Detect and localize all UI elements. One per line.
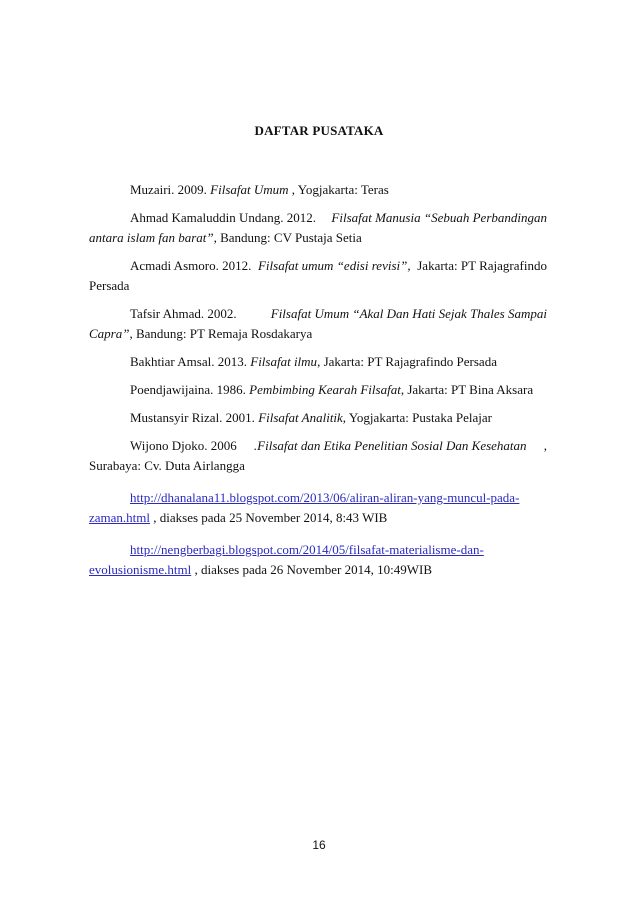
reference-author: Bakhtiar Amsal. 2013. [130, 354, 247, 369]
reference-title: Filsafat Umum [210, 182, 289, 197]
reference-title: Filsafat Umum “Akal Dan Hati Sejak Thales Sampai [270, 306, 547, 321]
reference-item [89, 352, 547, 372]
reference-publisher: , Bandung: CV Pustaja Setia [213, 230, 362, 245]
reference-publisher: Jakarta: PT Rajagrafindo [417, 258, 547, 273]
reference-url-link[interactable]: http://dhanalana11.blogspot.com/2013/06/aliran-aliran-yang-muncul-pada- [130, 490, 520, 505]
page-title: DAFTAR PUSATAKA [254, 123, 384, 138]
reference-item [89, 180, 547, 200]
reference-item [89, 408, 547, 428]
reference-item [89, 488, 547, 528]
reference-publisher: , Yogjakarta: Teras [291, 182, 389, 197]
reference-item [89, 208, 547, 248]
reference-title: Filsafat ilmu [250, 354, 318, 369]
reference-author: Acmadi Asmoro. 2012. [130, 258, 252, 273]
reference-title-continued: antara islam fan barat” [89, 230, 214, 245]
reference-author: Ahmad Kamaluddin Undang. 2012. [130, 210, 316, 225]
reference-title: Filsafat Analitik, [258, 410, 347, 425]
reference-publisher: , Jakarta: PT Bina Aksara [400, 382, 534, 397]
reference-author: Muzairi. 2009. [130, 182, 207, 197]
reference-author: Poendjawijaina. 1986. [130, 382, 246, 397]
reference-publisher: Yogjakarta: Pustaka Pelajar [348, 410, 492, 425]
reference-title: Pembimbing Kearah Filsafat [249, 382, 401, 397]
reference-access-date: , diakses pada 25 November 2014, 8:43 WIB [150, 510, 388, 525]
reference-item [89, 380, 547, 400]
reference-url-link[interactable]: http://nengberbagi.blogspot.com/2014/05/filsafat-materialisme-dan- [130, 542, 484, 557]
reference-item [89, 304, 547, 344]
reference-publisher-continued: Persada [89, 278, 130, 293]
reference-title: Filsafat umum “edisi revisi”, [257, 258, 411, 273]
reference-title: Filsafat Manusia “Sebuah Perbandingan [331, 210, 547, 225]
reference-publisher: Bandung: PT Remaja Rosdakarya [135, 326, 313, 341]
reference-item [89, 256, 547, 296]
reference-title-continued: Capra”, [89, 326, 133, 341]
reference-author: Mustansyir Rizal. 2001. [130, 410, 255, 425]
reference-access-date: , diakses pada 26 November 2014, 10:49WIB [191, 562, 433, 577]
reference-comma: , [543, 438, 547, 453]
reference-publisher: , Jakarta: PT Rajagrafindo Persada [317, 354, 497, 369]
reference-author: Tafsir Ahmad. 2002. [130, 306, 237, 321]
reference-title: .Filsafat dan Etika Penelitian Sosial Dan Kesehatan [253, 438, 527, 453]
reference-url-link-continued[interactable]: evolusionisme.html [89, 562, 192, 577]
reference-item [89, 436, 547, 476]
reference-url-link-continued[interactable]: zaman.html [89, 510, 151, 525]
reference-item [89, 540, 547, 580]
page-number: 16 [312, 838, 326, 852]
reference-list [89, 180, 547, 580]
reference-publisher: Surabaya: Cv. Duta Airlangga [89, 458, 245, 473]
reference-author: Wijono Djoko. 2006 [130, 438, 237, 453]
